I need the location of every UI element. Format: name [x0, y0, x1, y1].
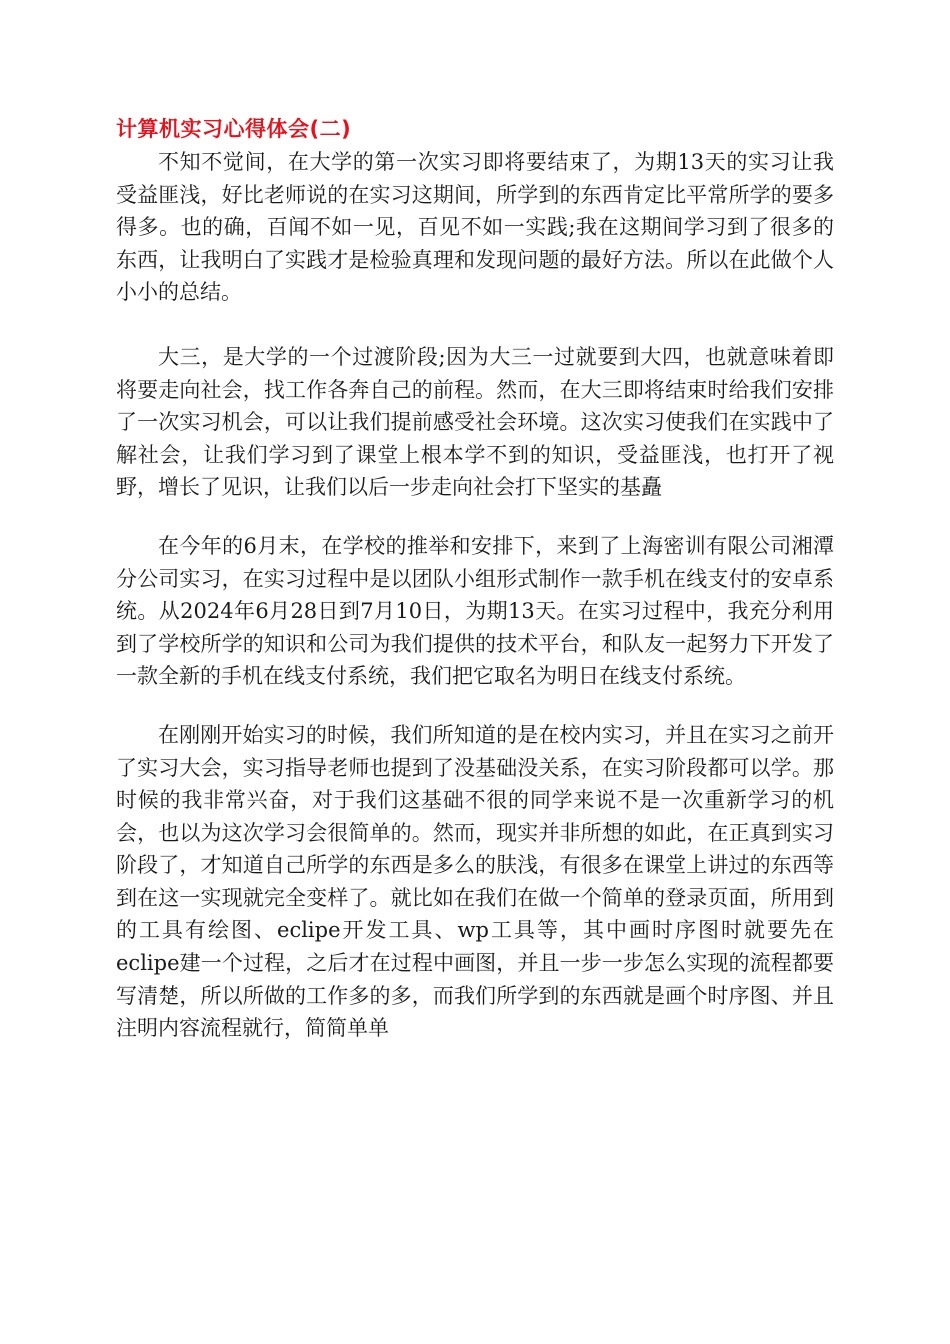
paragraph-1: 不知不觉间，在大学的第一次实习即将要结束了，为期13天的实习让我受益匪浅，好比老师说的在实习这期间，所学到的东西肯定比平常所学的要多得多。也的确，百闻不如一见，百见不如一实践;我在这期间学习到了很多的东西，让我明白了实践才是检验真理和发现问题的最好方法。所以在此做个人小小的总结。: [116, 150, 834, 305]
paragraph-2: 大三，是大学的一个过渡阶段;因为大三一过就要到大四，也就意味着即将要走向社会，找工作各奔自己的前程。然而，在大三即将结束时给我们安排了一次实习机会，可以让我们提前感受社会环境。这次实习使我们在实践中了解社会，让我们学习到了课堂上根本学不到的知识，受益匪浅，也打开了视野，增长了见识，让我们以后一步走向社会打下坚实的基矗: [116, 344, 834, 500]
paragraph-3: 在今年的6月末，在学校的推举和安排下，来到了上海密训有限公司湘潭分公司实习，在实习过程中是以团队小组形式制作一款手机在线支付的安卓系统。从2024年6月28日到7月10日，为期13天。在实习过程中，我充分利用到了学校所学的知识和公司为我们提供的技术平台，和队友一起努力下开发了一款全新的手机在线支付系统，我们把它取名为明日在线支付系统。: [116, 533, 834, 689]
paragraph-4: 在刚刚开始实习的时候，我们所知道的是在校内实习，并且在实习之前开了实习大会，实习指导老师也提到了没基础没关系，在实习阶段都可以学。那时候的我非常兴奋，对于我们这基础不很的同学来说不是一次重新学习的机会，也以为这次学习会很简单的。然而，现实并非所想的如此，在正真到实习阶段了，才知道自己所学的东西是多么的肤浅，有很多在课堂上讲过的东西等到在这一实现就完全变样了。就比如在我们在做一个简单的登录页面，所用到的工具有绘图、eclipe开发工具、wp工具等，其中画时序图时就要先在eclipe建一个过程，之后才在过程中画图，并且一步一步怎么实现的流程都要写清楚，所以所做的工作多的多，而我们所学到的东西就是画个时序图、并且注明内容流程就行，简简单单: [116, 722, 834, 1041]
document-page: [116, 114, 834, 1045]
document-title: 计算机实习心得体会(二): [116, 117, 352, 141]
